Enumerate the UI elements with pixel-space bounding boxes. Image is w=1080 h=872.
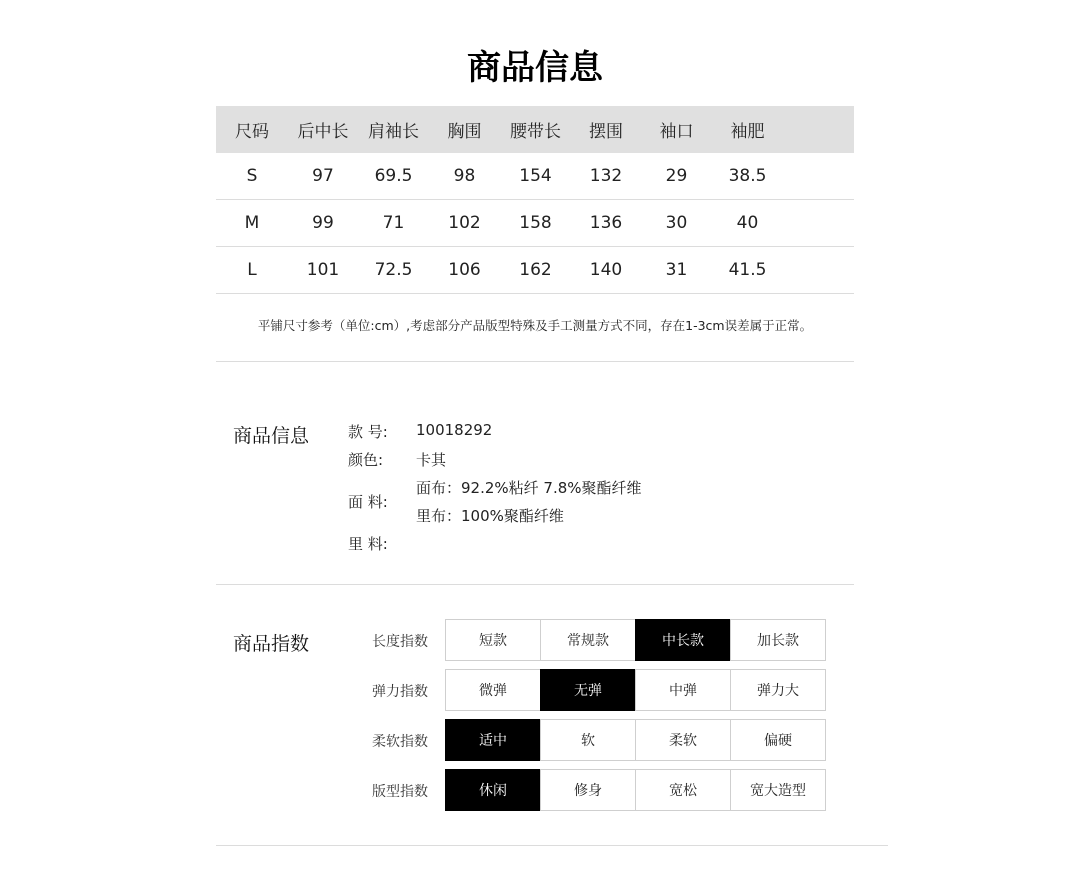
divider bbox=[216, 584, 854, 585]
table-row bbox=[216, 200, 854, 247]
style-no-label: 款 号: bbox=[348, 423, 388, 441]
fit-option-casual: 休闲 bbox=[445, 769, 541, 811]
lining-value: 里布：100%聚酯纤维 bbox=[416, 507, 564, 525]
fit-option-loose: 宽松 bbox=[635, 769, 731, 811]
table-cell: 136 bbox=[571, 200, 641, 247]
table-cell: 162 bbox=[500, 247, 571, 294]
table-cell: 29 bbox=[641, 153, 712, 200]
divider bbox=[216, 361, 854, 362]
table-cell: 69.5 bbox=[358, 153, 429, 200]
table-cell: M bbox=[216, 200, 288, 247]
table-cell: 158 bbox=[500, 200, 571, 247]
length-option-short: 短款 bbox=[445, 619, 541, 661]
softness-option-very-soft: 柔软 bbox=[635, 719, 731, 761]
sleeve-width-col-header: 袖肥 bbox=[712, 106, 783, 153]
fabric-value: 面布：92.2%粘纤 7.8%聚酯纤维 bbox=[416, 479, 642, 497]
softness-index-options bbox=[445, 719, 825, 761]
belt-col-header: 腰带长 bbox=[500, 106, 571, 153]
blank-col-header bbox=[783, 106, 854, 153]
table-cell: 132 bbox=[571, 153, 641, 200]
table-cell: 30 bbox=[641, 200, 712, 247]
size-note: 平铺尺寸参考（单位:cm）,考虑部分产品版型特殊及手工测量方式不同，存在1-3cm误差属于正常。 bbox=[257, 318, 813, 333]
table-cell: 40 bbox=[712, 200, 783, 247]
elastic-option-slight: 微弹 bbox=[445, 669, 541, 711]
elastic-option-medium: 中弹 bbox=[635, 669, 731, 711]
length-index-label: 长度指数 bbox=[372, 634, 428, 650]
elastic-index-options bbox=[445, 669, 825, 711]
elastic-option-none: 无弹 bbox=[540, 669, 636, 711]
table-cell: 97 bbox=[288, 153, 358, 200]
softness-option-soft: 软 bbox=[540, 719, 636, 761]
table-cell: 41.5 bbox=[712, 247, 783, 294]
table-cell: 98 bbox=[429, 153, 500, 200]
page-title: 商品信息 bbox=[467, 48, 603, 88]
style-no-value: 10018292 bbox=[416, 421, 493, 439]
table-cell-empty bbox=[783, 200, 854, 247]
product-index-label: 商品指数 bbox=[233, 633, 310, 655]
color-label: 颜色: bbox=[348, 451, 384, 469]
cuff-col-header: 袖口 bbox=[641, 106, 712, 153]
softness-option-moderate: 适中 bbox=[445, 719, 541, 761]
fit-option-slim: 修身 bbox=[540, 769, 636, 811]
chest-col-header: 胸围 bbox=[429, 106, 500, 153]
color-value: 卡其 bbox=[416, 451, 447, 469]
table-cell: 140 bbox=[571, 247, 641, 294]
table-row bbox=[216, 247, 854, 294]
table-cell: L bbox=[216, 247, 288, 294]
product-info-label: 商品信息 bbox=[233, 425, 310, 447]
length-option-long: 加长款 bbox=[730, 619, 826, 661]
table-cell: S bbox=[216, 153, 288, 200]
fit-index-options bbox=[445, 769, 825, 811]
table-row bbox=[216, 153, 854, 200]
length-option-regular: 常规款 bbox=[540, 619, 636, 661]
softness-option-stiff: 偏硬 bbox=[730, 719, 826, 761]
size-col-header: 尺码 bbox=[216, 106, 288, 153]
length-index-options bbox=[445, 619, 825, 661]
table-cell-empty bbox=[783, 247, 854, 294]
softness-index-label: 柔软指数 bbox=[372, 734, 428, 750]
table-cell: 31 bbox=[641, 247, 712, 294]
length-col-header: 后中长 bbox=[288, 106, 358, 153]
length-option-midlong: 中长款 bbox=[635, 619, 731, 661]
shoulder-sleeve-col-header: 肩袖长 bbox=[358, 106, 429, 153]
lining-label: 里 料: bbox=[348, 535, 388, 553]
hem-col-header: 摆围 bbox=[571, 106, 641, 153]
size-table-header-row bbox=[216, 106, 854, 153]
divider bbox=[216, 845, 888, 846]
fabric-label: 面 料: bbox=[348, 493, 388, 511]
table-cell-empty bbox=[783, 153, 854, 200]
table-cell: 106 bbox=[429, 247, 500, 294]
table-cell: 154 bbox=[500, 153, 571, 200]
elastic-index-label: 弹力指数 bbox=[372, 684, 428, 700]
fit-index-label: 版型指数 bbox=[372, 784, 428, 800]
table-cell: 71 bbox=[358, 200, 429, 247]
elastic-option-high: 弹力大 bbox=[730, 669, 826, 711]
table-cell: 38.5 bbox=[712, 153, 783, 200]
table-cell: 72.5 bbox=[358, 247, 429, 294]
table-cell: 99 bbox=[288, 200, 358, 247]
size-table bbox=[216, 106, 854, 294]
fit-option-oversized: 宽大造型 bbox=[730, 769, 826, 811]
table-cell: 101 bbox=[288, 247, 358, 294]
table-cell: 102 bbox=[429, 200, 500, 247]
